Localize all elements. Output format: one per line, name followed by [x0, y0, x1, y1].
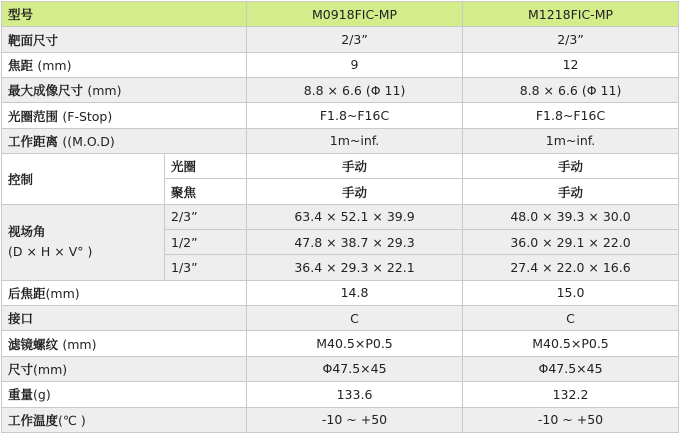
view-angle-1-m1218: 48.0 × 39.3 × 30.0 — [463, 204, 679, 229]
focal-length-label: 焦距 (mm) — [2, 52, 247, 77]
control-focus-m1218: 手动 — [463, 179, 679, 204]
temperature-m1218: -10 ~ +50 — [463, 407, 679, 433]
weight-m0918: 133.6 — [247, 382, 463, 407]
row-control-iris — [2, 154, 679, 179]
mount-label: 接口 — [2, 306, 247, 331]
row-filter-thread — [2, 331, 679, 356]
view-angle-1-m0918: 63.4 × 52.1 × 39.9 — [247, 204, 463, 229]
max-image-size-label: 最大成像尺寸 (mm) — [2, 78, 247, 103]
control-iris-label: 光圈 — [165, 154, 247, 179]
view-angle-2-m1218: 36.0 × 29.1 × 22.0 — [463, 230, 679, 255]
view-angle-3-m0918: 36.4 × 29.3 × 22.1 — [247, 255, 463, 280]
row-max-image-size — [2, 78, 679, 103]
view-angle-label: 视场角 (D × H × V° ) — [2, 204, 165, 280]
weight-label: 重量(g) — [2, 382, 247, 407]
row-aperture-range — [2, 103, 679, 128]
weight-m1218: 132.2 — [463, 382, 679, 407]
row-dimension — [2, 356, 679, 381]
row-mount — [2, 306, 679, 331]
dimension-label: 尺寸(mm) — [2, 356, 247, 381]
row-focal-length — [2, 52, 679, 77]
back-focal-m1218: 15.0 — [463, 280, 679, 305]
target-size-m0918: 2/3” — [247, 27, 463, 52]
view-angle-2-m0918: 47.8 × 38.7 × 29.3 — [247, 230, 463, 255]
back-focal-m0918: 14.8 — [247, 280, 463, 305]
row-view-angle-1 — [2, 204, 679, 229]
filter-thread-label: 滤镜螺纹 (mm) — [2, 331, 247, 356]
mod-m1218: 1m~inf. — [463, 128, 679, 153]
temperature-m0918: -10 ~ +50 — [247, 407, 463, 433]
back-focal-label: 后焦距(mm) — [2, 280, 247, 305]
max-image-size-m1218: 8.8 × 6.6 (Φ 11) — [463, 78, 679, 103]
header-row — [2, 2, 679, 27]
control-iris-m1218: 手动 — [463, 154, 679, 179]
filter-thread-m0918: M40.5×P0.5 — [247, 331, 463, 356]
row-back-focal — [2, 280, 679, 305]
model-m1218: M1218FIC-MP — [463, 2, 679, 27]
aperture-range-label: 光圈范围 (F-Stop) — [2, 103, 247, 128]
model-m0918: M0918FIC-MP — [247, 2, 463, 27]
aperture-range-m0918: F1.8~F16C — [247, 103, 463, 128]
control-focus-m0918: 手动 — [247, 179, 463, 204]
control-label: 控制 — [2, 154, 165, 205]
focal-length-m1218: 12 — [463, 52, 679, 77]
mod-m0918: 1m~inf. — [247, 128, 463, 153]
row-target-size — [2, 27, 679, 52]
control-iris-m0918: 手动 — [247, 154, 463, 179]
row-weight — [2, 382, 679, 407]
temperature-label: 工作温度(℃ ) — [2, 407, 247, 433]
dimension-m1218: Φ47.5×45 — [463, 356, 679, 381]
mod-label: 工作距离 ((M.O.D) — [2, 128, 247, 153]
mount-m0918: C — [247, 306, 463, 331]
view-angle-size-3: 1/3” — [165, 255, 247, 280]
view-angle-3-m1218: 27.4 × 22.0 × 16.6 — [463, 255, 679, 280]
model-label: 型号 — [2, 2, 247, 27]
dimension-m0918: Φ47.5×45 — [247, 356, 463, 381]
spec-table — [1, 1, 679, 433]
control-focus-label: 聚焦 — [165, 179, 247, 204]
view-angle-size-1: 2/3” — [165, 204, 247, 229]
mount-m1218: C — [463, 306, 679, 331]
max-image-size-m0918: 8.8 × 6.6 (Φ 11) — [247, 78, 463, 103]
view-angle-size-2: 1/2” — [165, 230, 247, 255]
target-size-label: 靶面尺寸 — [2, 27, 247, 52]
row-mod — [2, 128, 679, 153]
focal-length-m0918: 9 — [247, 52, 463, 77]
row-temperature — [2, 407, 679, 433]
aperture-range-m1218: F1.8~F16C — [463, 103, 679, 128]
target-size-m1218: 2/3” — [463, 27, 679, 52]
filter-thread-m1218: M40.5×P0.5 — [463, 331, 679, 356]
